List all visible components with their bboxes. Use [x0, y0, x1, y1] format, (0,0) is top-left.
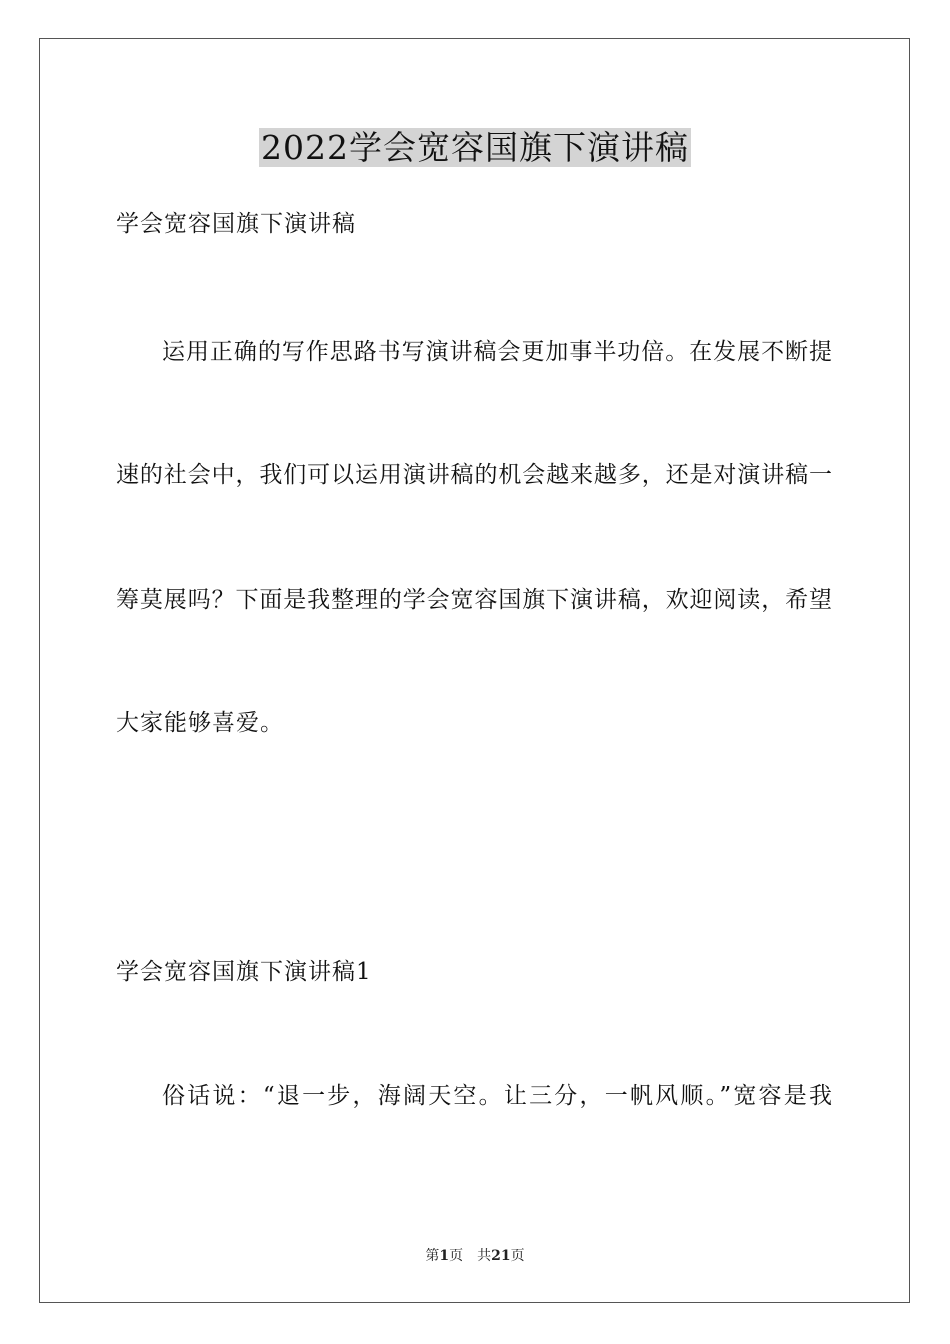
paragraph-line-1: 运用正确的写作思路书写演讲稿会更加事半功倍。在发展不断提 — [162, 339, 832, 365]
paragraph-line-5: 俗话说：“退一步，海阔天空。让三分，一帆风顺。”宽容是我 — [162, 1083, 832, 1109]
footer-total-prefix: 共 — [477, 1248, 492, 1264]
page-footer — [0, 1246, 950, 1266]
footer-page-unit: 页 — [449, 1248, 464, 1264]
subtitle-line: 学会宽容国旗下演讲稿 — [116, 211, 356, 237]
document-title — [0, 126, 950, 170]
footer-page-total: 21 — [491, 1248, 511, 1264]
footer-total-unit: 页 — [510, 1248, 525, 1264]
paragraph-line-4: 大家能够喜爱。 — [116, 710, 284, 736]
document-title-text: 2022学会宽容国旗下演讲稿 — [261, 128, 689, 167]
footer-page-current: 1 — [439, 1248, 450, 1264]
section-heading: 学会宽容国旗下演讲稿1 — [116, 959, 372, 985]
footer-page-prefix: 第 — [425, 1248, 440, 1264]
paragraph-line-2: 速的社会中，我们可以运用演讲稿的机会越来越多，还是对演讲稿一 — [116, 462, 832, 488]
paragraph-line-3: 筹莫展吗？下面是我整理的学会宽容国旗下演讲稿，欢迎阅读，希望 — [116, 587, 832, 613]
